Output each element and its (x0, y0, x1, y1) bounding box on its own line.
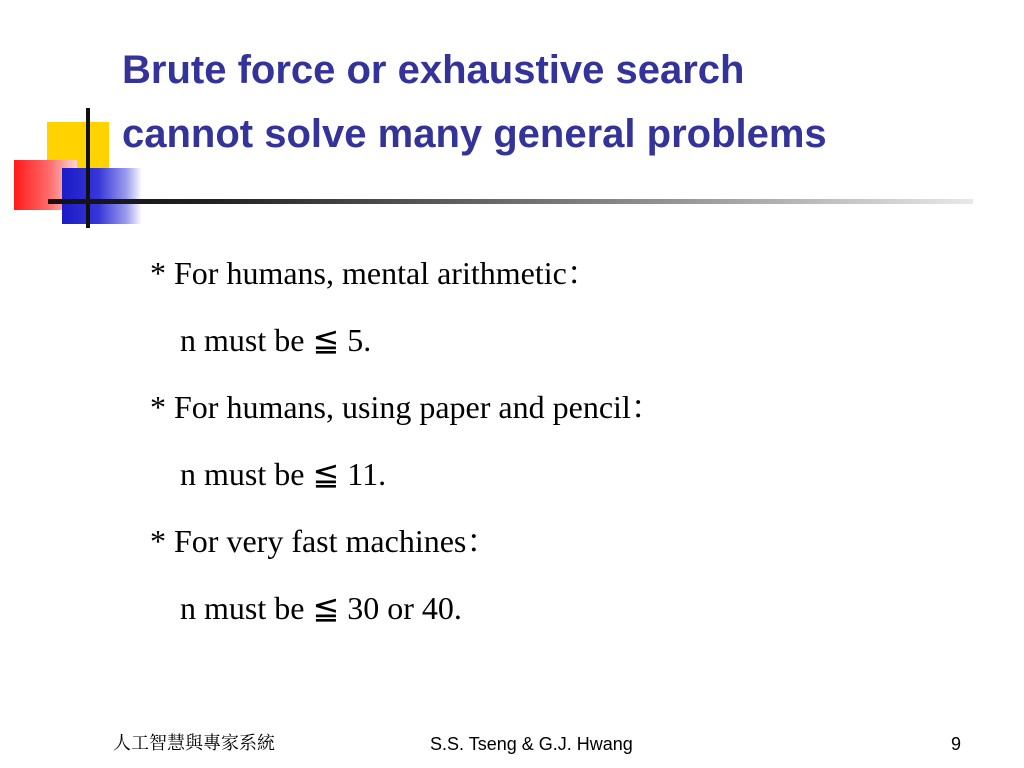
slide-title-line-2: cannot solve many general problems (122, 112, 827, 156)
logo-blue-square (62, 168, 142, 224)
limit-mental-arithmetic: n must be ≦ 5. (180, 322, 372, 358)
bullet-paper-and-pencil: * For humans, using paper and pencil： (150, 389, 663, 425)
slide-body (150, 248, 663, 650)
limit-paper-and-pencil: n must be ≦ 11. (180, 456, 387, 492)
bullet-mental-arithmetic: * For humans, mental arithmetic： (150, 255, 599, 291)
limit-fast-machines: n must be ≦ 30 or 40. (180, 590, 462, 626)
bullet-fast-machines: * For very fast machines： (150, 523, 499, 559)
slide-title (122, 38, 982, 166)
logo-vertical-line (86, 108, 90, 228)
footer-authors: S.S. Tseng & G.J. Hwang (430, 734, 633, 754)
page-number: 9 (951, 734, 962, 754)
title-divider-line (48, 199, 973, 204)
footer-course-title: 人工智慧與專家系統 (113, 733, 275, 754)
slide-title-line-1: Brute force or exhaustive search (122, 48, 745, 92)
